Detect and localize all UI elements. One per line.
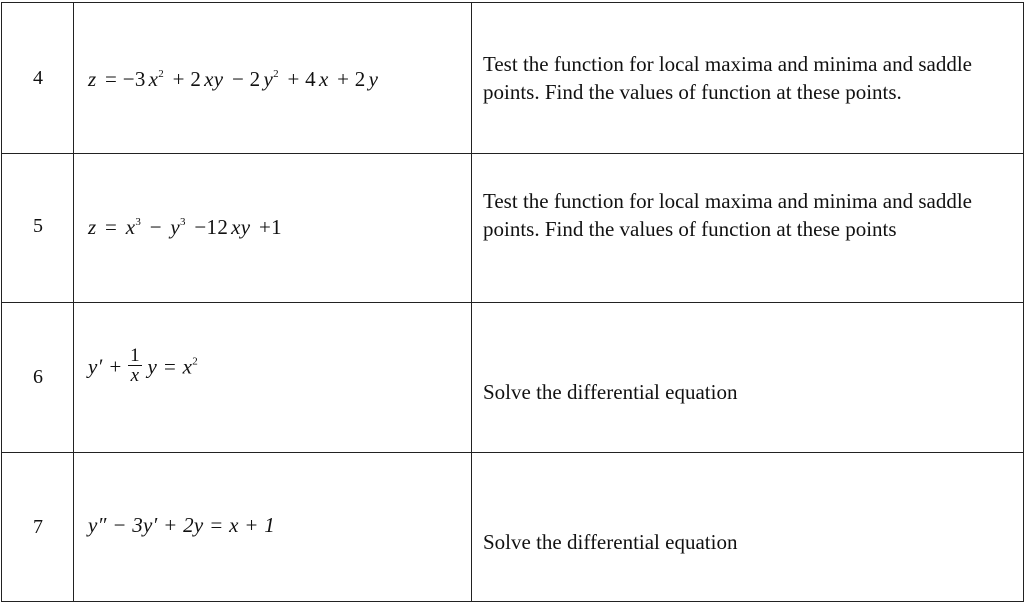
row-number-cell xyxy=(2,453,74,602)
task-cell xyxy=(472,303,1024,453)
table-row xyxy=(2,453,1024,602)
table-row xyxy=(2,303,1024,453)
equation-cell xyxy=(74,154,472,303)
equation: y″ − 3y′ + 2y = x + 1 xyxy=(88,513,276,537)
equation: z = −3 $x^2 + 2$ xy − 2 $y^2 + 4$ x + 2 y xyxy=(88,67,379,91)
task-cell xyxy=(472,154,1024,303)
table-row xyxy=(2,154,1024,303)
equation-cell xyxy=(74,3,472,154)
row-number-cell xyxy=(2,3,74,154)
row-number: 7 xyxy=(33,516,43,538)
exercise-table xyxy=(1,2,1024,602)
equation-cell xyxy=(74,303,472,453)
equation-cell xyxy=(74,453,472,602)
row-number: 4 xyxy=(33,67,43,89)
task-cell xyxy=(472,453,1024,602)
task-text: Solve the differential equation xyxy=(483,530,738,554)
row-number: 5 xyxy=(33,215,43,237)
task-text: Test the function for local maxima and minima and saddle points. Find the values of function at these points. xyxy=(483,52,972,104)
table-row xyxy=(2,3,1024,154)
task-text: Test the function for local maxima and minima and saddle points. Find the values of function at these points xyxy=(483,189,972,241)
equation: $z = x^3 - y^3 -12$ xy +1 xyxy=(88,215,282,239)
equation: y′ + $\frac{1}{x}$ $y = x^2$ xyxy=(88,345,199,386)
row-number-cell xyxy=(2,154,74,303)
row-number-cell xyxy=(2,303,74,453)
task-text: Solve the differential equation xyxy=(483,380,738,404)
fraction: $\frac{1}{x}$ xyxy=(130,345,140,386)
task-cell xyxy=(472,3,1024,154)
row-number: 6 xyxy=(33,366,43,388)
